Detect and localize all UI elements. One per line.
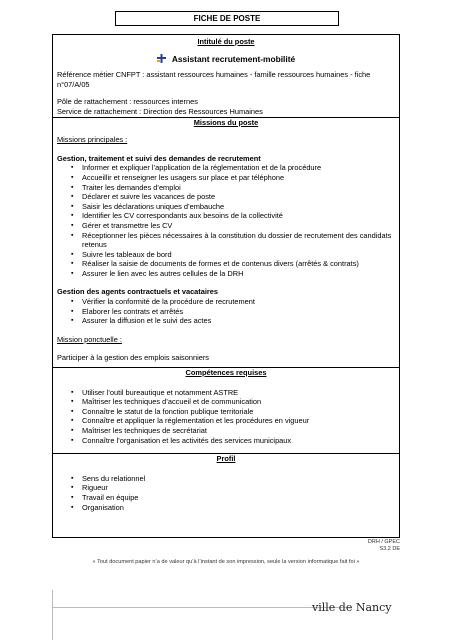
section-heading-missions: Missions du poste xyxy=(193,117,259,127)
list-item: ▪ Vérifier la conformité de la procédure de recrutement xyxy=(71,297,399,307)
job-title xyxy=(53,53,399,65)
document-code xyxy=(368,539,400,553)
mission-list xyxy=(53,163,399,278)
list-item: ▪ Réceptionner les pièces nécessaires à la constitution du dossier de recrutement des candidats retenus xyxy=(71,231,399,250)
document-code-line: S3.2 DE xyxy=(379,546,400,552)
list-item: ▪ Gérer et transmettre les CV xyxy=(71,221,399,231)
document-code-line: DRH / GPEC xyxy=(367,539,400,545)
competences-list xyxy=(53,388,399,446)
list-item: ▪ Connaître et appliquer la réglementation et les procédures en vigueur xyxy=(71,416,399,426)
document-title: FICHE DE POSTE xyxy=(115,11,339,26)
list-item: ▪ Maîtriser les techniques de secrétariat xyxy=(71,426,399,436)
disclaimer-text: « Tout document papier n’a de valeur qu’à l’instant de son impression, seule la version informatique fait foi » xyxy=(92,559,360,565)
list-item: ▪ Connaître l’organisation et les activités des services municipaux xyxy=(71,436,399,446)
decorative-line xyxy=(52,590,53,640)
mission-group-title: Gestion, traitement et suivi des demandes de recrutement xyxy=(57,153,261,163)
mission-list xyxy=(53,297,399,326)
reference-text: Référence métier CNFPT : assistant ressources humaines - famille ressources humaines - fiche n°07/A/05 xyxy=(57,70,371,89)
decorative-line xyxy=(52,607,352,608)
list-item: ▪ Informer et expliquer l’application de la réglementation et de la procédure xyxy=(71,163,399,173)
list-item: ▪ Connaître le statut de la fonction publique territoriale xyxy=(71,407,399,417)
mission-ponctuelle-label: Mission ponctuelle : xyxy=(57,334,122,344)
pole-text: Pôle de rattachement : ressources internes xyxy=(57,97,198,107)
service-text: Service de rattachement : Direction des Ressources Humaines xyxy=(57,106,263,116)
mission-group-title: Gestion des agents contractuels et vacataires xyxy=(57,287,219,297)
cross-icon xyxy=(157,54,166,63)
list-item: ▪ Accueillir et renseigner les usagers sur place et par téléphone xyxy=(71,173,399,183)
mission-ponctuelle-text: Participer à la gestion des emplois saisonniers xyxy=(57,353,209,363)
list-item: ▪ Assurer le lien avec les autres cellules de la DRH xyxy=(71,269,399,279)
list-item: ▪ Organisation xyxy=(71,503,399,513)
list-item: ▪ Suivre les tableaux de bord xyxy=(71,250,399,260)
list-item: ▪ Saisir les déclarations uniques d’embauche xyxy=(71,202,399,212)
list-item: ▪ Maîtriser les techniques d’accueil et de communication xyxy=(71,397,399,407)
list-item: ▪ Identifier les CV correspondants aux besoins de la collectivité xyxy=(71,211,399,221)
list-item: ▪ Assurer la diffusion et le suivi des actes xyxy=(71,316,399,326)
list-item: ▪ Sens du relationnel xyxy=(71,474,399,484)
list-item: ▪ Déclarer et suivre les vacances de poste xyxy=(71,192,399,202)
missions-principales-label: Missions principales : xyxy=(57,135,128,145)
section-heading-competences: Compétences requises xyxy=(185,368,267,378)
list-item: ▪ Traiter les demandes d’emploi xyxy=(71,183,399,193)
section-heading-profil: Profil xyxy=(216,454,236,464)
list-item: ▪ Utiliser l’outil bureautique et notamment ASTRE xyxy=(71,388,399,398)
job-title-text: Assistant recrutement-mobilité xyxy=(171,53,296,64)
list-item: ▪ Elaborer les contrats et arrêtés xyxy=(71,307,399,317)
list-item: ▪ Rigueur xyxy=(71,483,399,493)
ville-de-nancy-logo: ville de Nancy xyxy=(312,601,392,614)
list-item: ▪ Travail en équipe xyxy=(71,493,399,503)
profil-list xyxy=(53,474,399,512)
job-sheet-table xyxy=(52,34,400,538)
section-heading-intitule: Intitulé du poste xyxy=(197,37,255,46)
list-item: ▪ Réaliser la saisie de documents de formes et de contenus divers (arrêtés & contrats) xyxy=(71,259,399,269)
